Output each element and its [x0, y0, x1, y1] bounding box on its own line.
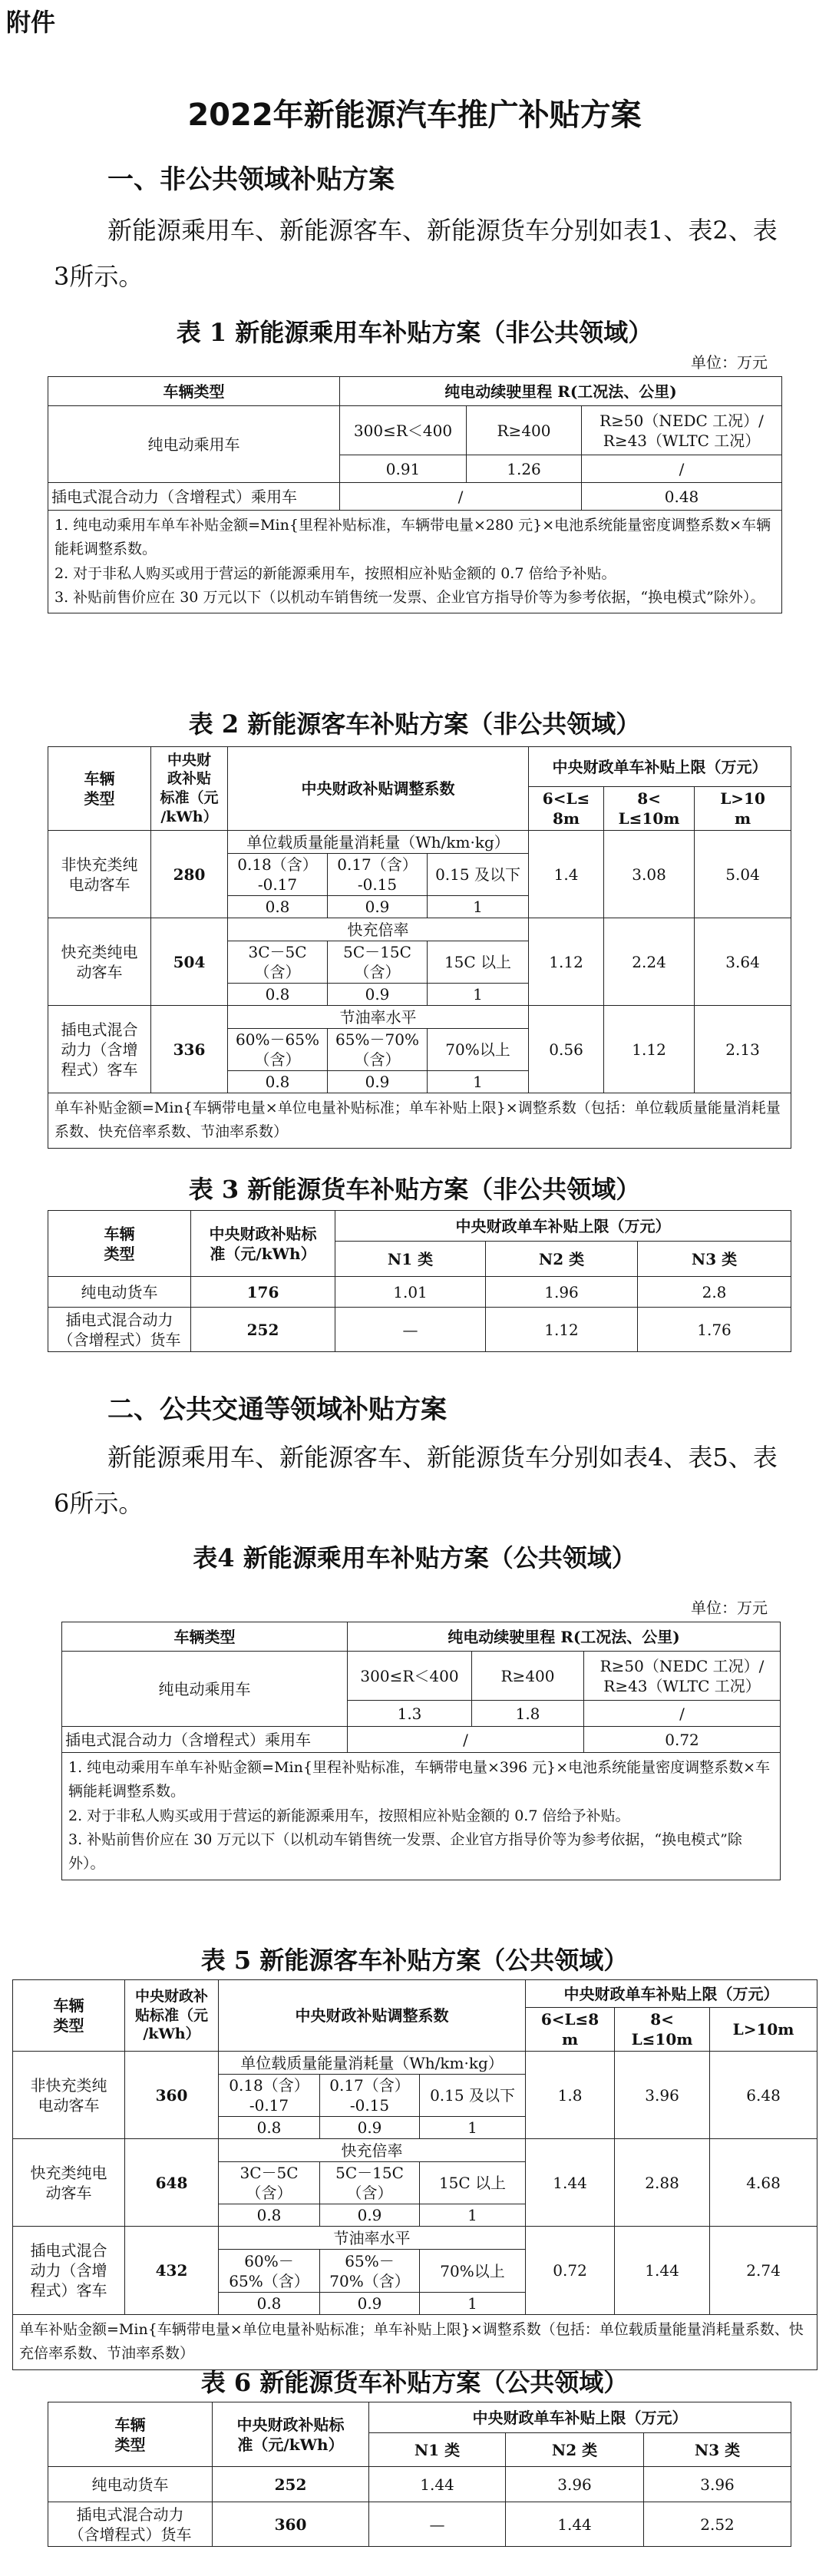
header-n1: N1 类 — [369, 2433, 506, 2467]
cell-slash: / — [584, 1701, 781, 1727]
table-6 — [48, 2402, 791, 2547]
row-bus-phev: 插电式混合 动力（含增 程式）客车 — [13, 2227, 125, 2315]
table-2-caption: 表 2 新能源客车补贴方案（非公共领域） — [188, 709, 641, 739]
adj-range: 60%－65% （含） — [228, 1029, 328, 1071]
adj-range: 65%－70% （含） — [328, 1029, 428, 1071]
header-len-c: L>10 m — [695, 787, 791, 831]
table-5-note: 单车补贴金额=Min{车辆带电量×单位电量补贴标准；单车补贴上限}×调整系数（包括：单位载质量能量消耗量系数、快充倍率系数、节油率系数） — [13, 2315, 817, 2370]
cell-cap: 1.4 — [529, 831, 604, 918]
cell-cap: — — [369, 2502, 506, 2547]
adj-range: 65%－ 70%（含） — [320, 2250, 420, 2293]
cell-value: 1.8 — [472, 1701, 584, 1727]
table-4-unit: 单位：万元 — [691, 1599, 768, 1617]
adj-range: 0.17（含） -0.15 — [320, 2075, 420, 2117]
adj-coef: 0.9 — [320, 2293, 420, 2315]
adj-coef: 0.9 — [328, 896, 428, 918]
header-len-b: 8< L≤10m — [604, 787, 695, 831]
cell-cap: 3.96 — [644, 2467, 791, 2502]
row-truck-bev: 纯电动货车 — [48, 1277, 191, 1308]
header-cap: 中央财政单车补贴上限（万元） — [526, 1980, 817, 2008]
table-6-caption: 表 6 新能源货车补贴方案（公共领域） — [200, 2368, 629, 2397]
table-2-note: 单车补贴金额=Min{车辆带电量×单位电量补贴标准；单车补贴上限}×调整系数（包括：单位载质量能量消耗量系数、快充倍率系数、节油率系数） — [48, 1093, 791, 1149]
header-len-c: L>10m — [710, 2008, 817, 2052]
cell-cap: — — [335, 1308, 486, 1352]
adj-coef: 0.8 — [228, 1071, 328, 1093]
table-4-caption: 表4 新能源乘用车补贴方案（公共领域） — [193, 1543, 636, 1572]
cell-value: 1.26 — [467, 455, 582, 483]
adj-range: 5C－15C （含） — [320, 2162, 420, 2204]
section-2-intro: 新能源乘用车、新能源客车、新能源货车分别如表4、表5、表6所示。 — [54, 1443, 778, 1518]
section-heading-1: 一、非公共领域补贴方案 — [107, 164, 395, 195]
adj-charge-label: 快充倍率 — [219, 2139, 526, 2162]
cell-cap: 3.96 — [506, 2467, 644, 2502]
cell-cap: 1.8 — [526, 2052, 615, 2139]
header-len-b: 8< L≤10m — [615, 2008, 710, 2052]
header-vehicle-type: 车辆 类型 — [48, 1211, 191, 1277]
cell-cap: 1.96 — [486, 1277, 638, 1308]
row-truck-bev: 纯电动货车 — [48, 2467, 213, 2502]
row-phev-car: 插电式混合动力（含增程式）乘用车 — [48, 483, 340, 511]
range-phev: R≥50（NEDC 工况）/ R≥43（WLTC 工况） — [584, 1652, 781, 1701]
table-2 — [48, 746, 791, 1149]
cell-cap: 2.13 — [695, 1006, 791, 1093]
table-1-caption: 表 1 新能源乘用车补贴方案（非公共领域） — [176, 318, 653, 347]
cell-cap: 3.64 — [695, 918, 791, 1006]
cell-cap: 2.24 — [604, 918, 695, 1006]
cell-standard: 432 — [125, 2227, 219, 2315]
adj-range: 0.17（含） -0.15 — [328, 854, 428, 896]
cell-cap: 1.44 — [506, 2502, 644, 2547]
header-cap: 中央财政单车补贴上限（万元） — [335, 1211, 791, 1242]
adj-coef: 0.8 — [219, 2204, 320, 2227]
row-bev-car: 纯电动乘用车 — [48, 406, 340, 483]
range-300-400: 300≤R＜400 — [348, 1652, 472, 1701]
cell-standard: 648 — [125, 2139, 219, 2227]
adj-coef: 0.8 — [219, 2117, 320, 2139]
cell-value: 0.91 — [340, 455, 467, 483]
cell-slash: / — [340, 483, 582, 511]
header-adjustment: 中央财政补贴调整系数 — [219, 1980, 526, 2052]
adj-range: 15C 以上 — [428, 941, 529, 984]
cell-cap: 2.52 — [644, 2502, 791, 2547]
row-bus-nonfast: 非快充类纯 电动客车 — [13, 2052, 125, 2139]
header-standard: 中央财政补贴标 准（元/kWh） — [191, 1211, 335, 1277]
cell-standard: 280 — [151, 831, 228, 918]
header-vehicle-type: 车辆 类型 — [13, 1980, 125, 2052]
adj-range: 5C－15C （含） — [328, 941, 428, 984]
attachment-label: 附件 — [6, 8, 56, 37]
section-heading-2: 二、公共交通等领域补贴方案 — [107, 1394, 447, 1425]
adj-range: 15C 以上 — [420, 2162, 526, 2204]
header-vehicle-type: 车辆 类型 — [48, 2402, 213, 2467]
adj-range: 0.18（含） -0.17 — [228, 854, 328, 896]
cell-standard: 504 — [151, 918, 228, 1006]
adj-range: 3C－5C （含） — [219, 2162, 320, 2204]
cell-cap: 2.74 — [710, 2227, 817, 2315]
cell-cap: 0.72 — [526, 2227, 615, 2315]
adj-coef: 1 — [428, 984, 529, 1006]
header-standard: 中央财政补 贴标准（元 /kWh） — [125, 1980, 219, 2052]
cell-standard: 176 — [191, 1277, 335, 1308]
row-bus-nonfast: 非快充类纯 电动客车 — [48, 831, 151, 918]
note-line: 3. 补贴前售价应在 30 万元以下（以机动车销售统一发票、企业官方指导价等为参考依据，“换电模式”除外）。 — [54, 589, 765, 607]
header-range: 纯电动续驶里程 R(工况法、公里) — [340, 377, 782, 406]
cell-cap: 3.08 — [604, 831, 695, 918]
adj-coef: 0.9 — [320, 2204, 420, 2227]
adj-fuel-label: 节油率水平 — [219, 2227, 526, 2250]
header-adjustment: 中央财政补贴调整系数 — [228, 747, 529, 831]
header-n3: N3 类 — [644, 2433, 791, 2467]
note-line: 3. 补贴前售价应在 30 万元以下（以机动车销售统一发票、企业官方指导价等为参考依据，“换电模式”除外）。 — [68, 1831, 742, 1873]
adj-coef: 1 — [428, 1071, 529, 1093]
adj-coef: 1 — [420, 2293, 526, 2315]
adj-energy-label: 单位载质量能量消耗量（Wh/km·kg） — [228, 831, 529, 854]
cell-cap: 1.12 — [486, 1308, 638, 1352]
cell-cap: 1.44 — [526, 2139, 615, 2227]
header-standard: 中央财 政补贴 标准（元 /kWh） — [151, 747, 228, 831]
header-cap: 中央财政单车补贴上限（万元） — [529, 747, 791, 787]
cell-standard: 360 — [213, 2502, 369, 2547]
adj-range: 70%以上 — [420, 2250, 526, 2293]
adj-coef: 1 — [420, 2204, 526, 2227]
cell-cap: 0.56 — [529, 1006, 604, 1093]
note-line: 1. 纯电动乘用车单车补贴金额=Min{里程补贴标准，车辆带电量×280 元}×电池系统能量密度调整系数×车辆能耗调整系数。 — [54, 517, 771, 558]
adj-range: 70%以上 — [428, 1029, 529, 1071]
adj-coef: 0.8 — [219, 2293, 320, 2315]
table-4-notes — [62, 1753, 781, 1880]
table-1-notes — [48, 511, 782, 613]
cell-cap: 1.44 — [369, 2467, 506, 2502]
cell-cap: 4.68 — [710, 2139, 817, 2227]
cell-value: 0.72 — [584, 1727, 781, 1753]
table-5 — [12, 1979, 817, 2370]
table-4 — [61, 1622, 781, 1880]
cell-value: 1.3 — [348, 1701, 472, 1727]
note-line: 2. 对于非私人购买或用于营运的新能源乘用车，按照相应补贴金额的 0.7 倍给予补贴。 — [54, 564, 616, 582]
header-n3: N3 类 — [638, 1242, 791, 1277]
table-1 — [48, 376, 782, 613]
adj-coef: 1 — [420, 2117, 526, 2139]
cell-cap: 2.8 — [638, 1277, 791, 1308]
row-bus-phev: 插电式混合 动力（含增 程式）客车 — [48, 1006, 151, 1093]
row-bev-car: 纯电动乘用车 — [62, 1652, 348, 1727]
cell-cap: 1.76 — [638, 1308, 791, 1352]
header-len-a: 6<L≤ 8m — [529, 787, 604, 831]
range-400-plus: R≥400 — [472, 1652, 584, 1701]
table-3 — [48, 1210, 791, 1352]
header-vehicle-type: 车辆 类型 — [48, 747, 151, 831]
adj-charge-label: 快充倍率 — [228, 918, 529, 941]
document-title: 2022年新能源汽车推广补贴方案 — [187, 98, 642, 133]
adj-coef: 0.9 — [328, 1071, 428, 1093]
header-cap: 中央财政单车补贴上限（万元） — [369, 2402, 791, 2433]
note-line: 1. 纯电动乘用车单车补贴金额=Min{里程补贴标准，车辆带电量×396 元}×电池系统能量密度调整系数×车辆能耗调整系数。 — [68, 1759, 771, 1801]
header-standard: 中央财政补贴标 准（元/kWh） — [213, 2402, 369, 2467]
cell-standard: 252 — [191, 1308, 335, 1352]
adj-range: 0.18（含） -0.17 — [219, 2075, 320, 2117]
adj-range: 0.15 及以下 — [420, 2075, 526, 2117]
adj-coef: 0.9 — [328, 984, 428, 1006]
header-vehicle-type: 车辆类型 — [48, 377, 340, 406]
cell-cap: 1.12 — [604, 1006, 695, 1093]
cell-cap: 1.01 — [335, 1277, 486, 1308]
adj-range: 60%－ 65%（含） — [219, 2250, 320, 2293]
adj-coef: 0.8 — [228, 984, 328, 1006]
range-400-plus: R≥400 — [467, 406, 582, 455]
header-n2: N2 类 — [486, 1242, 638, 1277]
cell-slash: / — [582, 455, 782, 483]
table-1-unit: 单位：万元 — [691, 353, 768, 372]
note-line: 2. 对于非私人购买或用于营运的新能源乘用车，按照相应补贴金额的 0.7 倍给予补贴。 — [68, 1807, 630, 1824]
cell-cap: 6.48 — [710, 2052, 817, 2139]
header-len-a: 6<L≤8 m — [526, 2008, 615, 2052]
cell-slash: / — [348, 1727, 584, 1753]
header-vehicle-type: 车辆类型 — [62, 1622, 348, 1652]
cell-cap: 1.12 — [529, 918, 604, 1006]
table-5-caption: 表 5 新能源客车补贴方案（公共领域） — [200, 1946, 629, 1975]
range-300-400: 300≤R＜400 — [340, 406, 467, 455]
cell-cap: 5.04 — [695, 831, 791, 918]
cell-cap: 2.88 — [615, 2139, 710, 2227]
row-truck-phev: 插电式混合动力 （含增程式）货车 — [48, 2502, 213, 2547]
section-1-intro: 新能源乘用车、新能源客车、新能源货车分别如表1、表2、表3所示。 — [54, 216, 778, 291]
adj-range: 3C－5C （含） — [228, 941, 328, 984]
row-bus-fast: 快充类纯电 动客车 — [48, 918, 151, 1006]
cell-standard: 336 — [151, 1006, 228, 1093]
header-n2: N2 类 — [506, 2433, 644, 2467]
adj-coef: 0.9 — [320, 2117, 420, 2139]
cell-standard: 360 — [125, 2052, 219, 2139]
adj-range: 0.15 及以下 — [428, 854, 529, 896]
adj-fuel-label: 节油率水平 — [228, 1006, 529, 1029]
range-phev: R≥50（NEDC 工况）/ R≥43（WLTC 工况） — [582, 406, 782, 455]
cell-cap: 3.96 — [615, 2052, 710, 2139]
adj-energy-label: 单位载质量能量消耗量（Wh/km·kg） — [219, 2052, 526, 2075]
header-n1: N1 类 — [335, 1242, 486, 1277]
adj-coef: 1 — [428, 896, 529, 918]
cell-cap: 1.44 — [615, 2227, 710, 2315]
adj-coef: 0.8 — [228, 896, 328, 918]
cell-value: 0.48 — [582, 483, 782, 511]
cell-standard: 252 — [213, 2467, 369, 2502]
row-truck-phev: 插电式混合动力 （含增程式）货车 — [48, 1308, 191, 1352]
header-range: 纯电动续驶里程 R(工况法、公里) — [348, 1622, 781, 1652]
row-phev-car: 插电式混合动力（含增程式）乘用车 — [62, 1727, 348, 1753]
row-bus-fast: 快充类纯电 动客车 — [13, 2139, 125, 2227]
table-3-caption: 表 3 新能源货车补贴方案（非公共领域） — [188, 1175, 641, 1204]
